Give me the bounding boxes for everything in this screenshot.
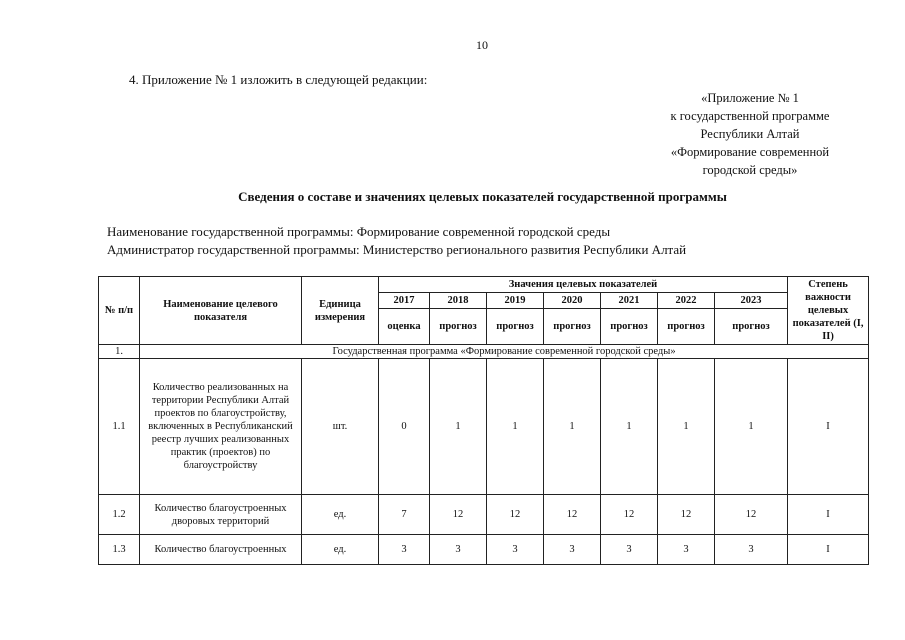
row-value: 12 — [715, 495, 788, 535]
row-value: 1 — [544, 359, 601, 495]
appendix-caption — [640, 89, 860, 179]
indicators-table — [98, 276, 869, 565]
row-value: 12 — [658, 495, 715, 535]
appendix-line: «Приложение № 1 — [701, 91, 799, 105]
row-value: 1 — [430, 359, 487, 495]
appendix-line: «Формирование современной — [670, 145, 830, 159]
row-num: 1.3 — [99, 535, 140, 565]
header-values: Значения целевых показателей — [379, 277, 788, 293]
row-value: 3 — [544, 535, 601, 565]
row-value: 1 — [658, 359, 715, 495]
header-kind: прогноз — [544, 309, 601, 345]
row-value: 3 — [379, 535, 430, 565]
appendix-line: к государственной программе — [670, 109, 830, 123]
row-value: 12 — [487, 495, 544, 535]
row-importance: I — [788, 359, 869, 495]
row-unit: ед. — [302, 495, 379, 535]
row-value: 3 — [487, 535, 544, 565]
header-kind: прогноз — [715, 309, 788, 345]
header-kind: прогноз — [487, 309, 544, 345]
row-value: 1 — [715, 359, 788, 495]
header-year: 2020 — [544, 293, 601, 309]
header-unit: Единица измерения — [302, 277, 379, 345]
table-row — [99, 495, 869, 535]
table-row — [99, 359, 869, 495]
header-year: 2023 — [715, 293, 788, 309]
header-kind: прогноз — [601, 309, 658, 345]
row-value: 1 — [601, 359, 658, 495]
header-year: 2021 — [601, 293, 658, 309]
section-row — [99, 345, 869, 359]
header-kind: прогноз — [658, 309, 715, 345]
row-unit: ед. — [302, 535, 379, 565]
row-value: 7 — [379, 495, 430, 535]
row-value: 3 — [658, 535, 715, 565]
row-value: 3 — [601, 535, 658, 565]
row-value: 1 — [487, 359, 544, 495]
row-importance: I — [788, 495, 869, 535]
row-unit: шт. — [302, 359, 379, 495]
page-number: 10 — [476, 38, 488, 52]
intro-paragraph: 4. Приложение № 1 изложить в следующей редакции: — [129, 72, 428, 87]
row-num: 1.1 — [99, 359, 140, 495]
header-name: Наименование целевого показателя — [140, 277, 302, 345]
header-importance: Степень важности целевых показателей (I, II) — [788, 277, 869, 345]
header-kind: оценка — [379, 309, 430, 345]
row-value: 3 — [715, 535, 788, 565]
row-name: Количество реализованных на территории Республики Алтай проектов по благоустройству, включенных в Республиканский реестр лучших реализованных практик (проектов) по благоустройству — [140, 359, 302, 495]
row-value: 12 — [601, 495, 658, 535]
header-year: 2022 — [658, 293, 715, 309]
row-value: 0 — [379, 359, 430, 495]
program-administrator: Администратор государственной программы: Министерство регионального развития Республики Алтай — [107, 242, 687, 257]
header-year: 2017 — [379, 293, 430, 309]
row-importance: I — [788, 535, 869, 565]
row-value: 3 — [430, 535, 487, 565]
row-name: Количество благоустроенных дворовых территорий — [140, 495, 302, 535]
table-row — [99, 535, 869, 565]
row-value: 12 — [544, 495, 601, 535]
row-value: 12 — [430, 495, 487, 535]
program-name: Наименование государственной программы: Формирование современной городской среды — [107, 224, 611, 239]
row-num: 1.2 — [99, 495, 140, 535]
section-title: Государственная программа «Формирование современной городской среды» — [140, 345, 869, 359]
header-year: 2019 — [487, 293, 544, 309]
section-num: 1. — [99, 345, 140, 359]
header-year: 2018 — [430, 293, 487, 309]
document-heading: Сведения о составе и значениях целевых показателей государственной программы — [238, 189, 727, 204]
appendix-line: городской среды» — [702, 163, 798, 177]
appendix-line: Республики Алтай — [700, 127, 800, 141]
header-kind: прогноз — [430, 309, 487, 345]
row-name: Количество благоустроенных — [140, 535, 302, 565]
header-num: № п/п — [99, 277, 140, 345]
